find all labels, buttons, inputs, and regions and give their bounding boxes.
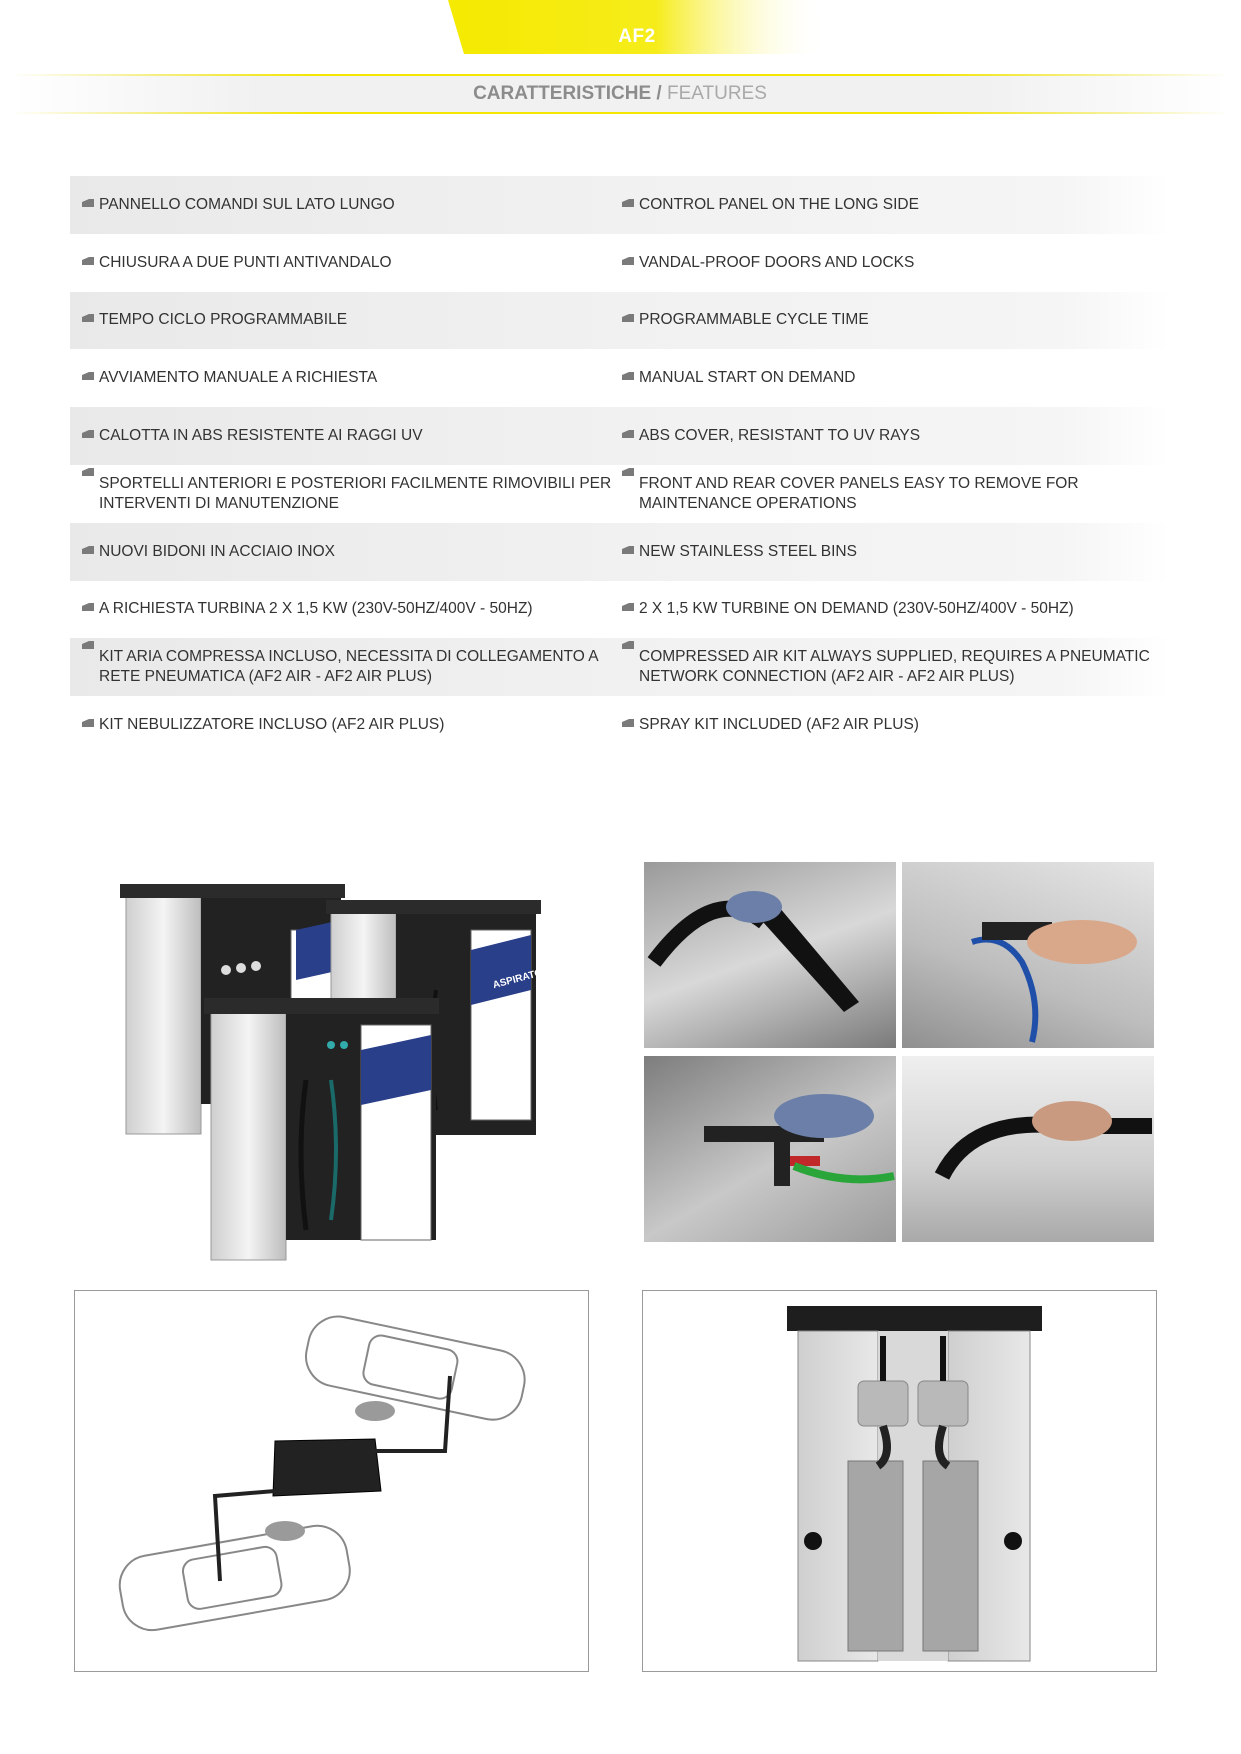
feature-italian <box>82 234 612 292</box>
feature-row <box>70 523 1170 581</box>
usage-photo-spray <box>644 1056 896 1242</box>
bullet-icon <box>82 463 94 483</box>
header-tab-label: AF2 <box>618 26 656 47</box>
feature-row <box>70 696 1170 754</box>
feature-english <box>622 523 1162 581</box>
bullet-icon <box>82 367 94 387</box>
interior-drawing <box>643 1291 1156 1671</box>
bullet-icon <box>622 541 634 561</box>
bullet-icon <box>82 194 94 214</box>
cabinet-panel-label: ASPIRATORE <box>491 963 557 992</box>
bullet-icon <box>622 636 634 656</box>
usage-photo-seat-vacuum <box>644 862 896 1048</box>
feature-text: PANNELLO COMANDI SUL LATO LUNGO <box>99 195 395 213</box>
spray-gun-icon <box>644 1056 896 1242</box>
feature-row <box>70 176 1170 234</box>
section-header-bottom-line <box>12 112 1228 114</box>
feature-row <box>70 638 1170 696</box>
feature-row <box>70 292 1170 350</box>
cabinet-interior-view <box>642 1290 1157 1672</box>
feature-text: PROGRAMMABLE CYCLE TIME <box>639 311 869 329</box>
feature-english <box>622 638 1162 696</box>
feature-text: TEMPO CICLO PROGRAMMABILE <box>99 311 348 329</box>
feature-italian <box>82 465 612 523</box>
bullet-icon <box>622 367 634 387</box>
feature-text: SPORTELLI ANTERIORI E POSTERIORI FACILMENTE RIMOVIBILI PER INTERVENTI DI MANUTENZIONE <box>99 474 612 512</box>
usage-photo-cushion-vacuum <box>902 1056 1154 1242</box>
bullet-icon <box>82 252 94 272</box>
feature-italian <box>82 696 612 754</box>
feature-english <box>622 292 1162 350</box>
feature-text: 2 X 1,5 KW TURBINE ON DEMAND (230V-50HZ/400V - 50HZ) <box>639 600 1074 618</box>
section-header <box>12 74 1228 114</box>
feature-row <box>70 581 1170 639</box>
bullet-icon <box>622 252 634 272</box>
vacuum-nozzle-icon <box>644 862 896 1048</box>
bullet-icon <box>622 425 634 445</box>
curved-nozzle-icon <box>902 1056 1154 1242</box>
layout-diagram-drawing <box>75 1291 588 1671</box>
feature-italian <box>82 292 612 350</box>
feature-text: VANDAL-PROOF DOORS AND LOCKS <box>639 253 915 271</box>
feature-row <box>70 407 1170 465</box>
feature-english <box>622 176 1162 234</box>
feature-text: SPRAY KIT INCLUDED (AF2 AIR PLUS) <box>639 716 919 734</box>
usage-photo-air-blow <box>902 862 1154 1048</box>
installation-layout-diagram <box>74 1290 589 1672</box>
feature-italian <box>82 349 612 407</box>
features-table <box>70 176 1170 754</box>
section-title-separator: / <box>651 83 667 104</box>
feature-text: NEW STAINLESS STEEL BINS <box>639 542 857 560</box>
feature-italian <box>82 638 612 696</box>
feature-english <box>622 581 1162 639</box>
feature-english <box>622 349 1162 407</box>
feature-italian <box>82 176 612 234</box>
bullet-icon <box>622 309 634 329</box>
bullet-icon <box>82 714 94 734</box>
feature-text: AVVIAMENTO MANUALE A RICHIESTA <box>99 369 378 387</box>
bullet-icon <box>622 598 634 618</box>
header-tab <box>448 0 826 54</box>
feature-english <box>622 407 1162 465</box>
feature-text: KIT NEBULIZZATORE INCLUSO (AF2 AIR PLUS) <box>99 716 445 734</box>
feature-italian <box>82 523 612 581</box>
bullet-icon <box>82 598 94 618</box>
feature-text: COMPRESSED AIR KIT ALWAYS SUPPLIED, REQUIRES A PNEUMATIC NETWORK CONNECTION (AF2 AIR - AF2 AIR PLUS) <box>639 648 1150 686</box>
section-title-italian: CARATTERISTICHE <box>473 83 652 104</box>
section-title <box>12 83 1228 105</box>
bullet-icon <box>82 425 94 445</box>
feature-text: KIT ARIA COMPRESSA INCLUSO, NECESSITA DI COLLEGAMENTO A RETE PNEUMATICA (AF2 AIR - AF2 AIR PLUS) <box>99 648 598 686</box>
feature-text: CALOTTA IN ABS RESISTENTE AI RAGGI UV <box>99 427 423 445</box>
bullet-icon <box>622 463 634 483</box>
feature-text: FRONT AND REAR COVER PANELS EASY TO REMOVE FOR MAINTENANCE OPERATIONS <box>639 474 1079 512</box>
feature-row <box>70 234 1170 292</box>
usage-photo-grid <box>644 862 1154 1242</box>
bullet-icon <box>622 714 634 734</box>
feature-text: ABS COVER, RESISTANT TO UV RAYS <box>639 427 921 445</box>
section-title-english: FEATURES <box>666 83 767 104</box>
feature-text: NUOVI BIDONI IN ACCIAIO INOX <box>99 542 335 560</box>
feature-text: MANUAL START ON DEMAND <box>639 369 856 387</box>
feature-italian <box>82 581 612 639</box>
bullet-icon <box>82 636 94 656</box>
section-header-top-line <box>12 74 1228 76</box>
feature-english <box>622 234 1162 292</box>
feature-text: CONTROL PANEL ON THE LONG SIDE <box>639 195 919 213</box>
feature-english <box>622 696 1162 754</box>
feature-text: CHIUSURA A DUE PUNTI ANTIVANDALO <box>99 253 392 271</box>
feature-text: A RICHIESTA TURBINA 2 X 1,5 KW (230V-50HZ/400V - 50HZ) <box>99 600 533 618</box>
bullet-icon <box>622 194 634 214</box>
bullet-icon <box>82 541 94 561</box>
product-photo-cabinets <box>116 880 557 1270</box>
cabinets-illustration <box>116 880 546 1270</box>
air-gun-icon <box>902 862 1154 1048</box>
feature-italian <box>82 407 612 465</box>
feature-row <box>70 465 1170 523</box>
feature-english <box>622 465 1162 523</box>
bullet-icon <box>82 309 94 329</box>
feature-row <box>70 349 1170 407</box>
